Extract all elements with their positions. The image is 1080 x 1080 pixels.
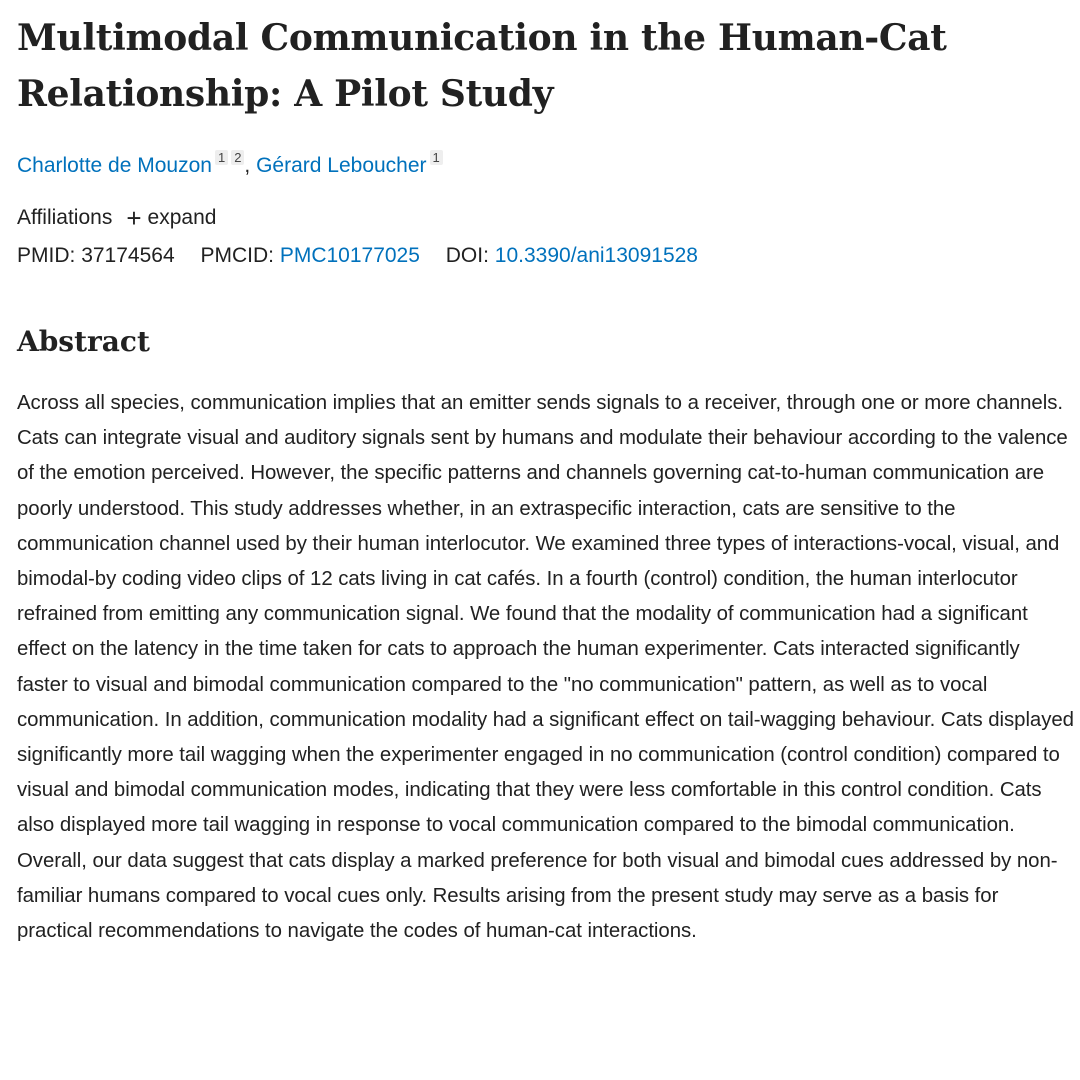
identifiers-row bbox=[17, 242, 1073, 270]
pmcid-group bbox=[200, 244, 425, 267]
author-link-de-mouzon[interactable]: Charlotte de Mouzon bbox=[17, 154, 212, 177]
article-page bbox=[17, 10, 1073, 949]
pmid-value: 37174564 bbox=[81, 244, 175, 267]
affiliation-ref-1[interactable]: 1 bbox=[215, 150, 228, 165]
affiliation-ref-2[interactable]: 2 bbox=[231, 150, 244, 165]
pmid-group bbox=[17, 244, 180, 267]
article-title bbox=[17, 10, 1073, 122]
author-list bbox=[17, 152, 1073, 180]
abstract-text: Across all species, communication implies that an emitter sends signals to a receiver, through one or more channels. Cats can integrate visual and auditory signals sent by humans and modulate their behaviour according to the valence of the emotion perceived. However, the specific patterns and channels governing cat-to-human communication are poorly understood. This study addresses whether, in an extraspecific interaction, cats are sensitive to the communication channel used by their human interlocutor. We examined three types of interactions-vocal, visual, and bimodal-by coding video clips of 12 cats living in cat cafés. In a fourth (control) condition, the human interlocutor refrained from emitting any communication signal. We found that the modality of communication had a significant effect on the latency in the time taken for cats to approach the human experimenter. Cats interacted significantly faster to visual and bimodal communication compared to the "no communication" pattern, as well as to vocal communication. In addition, communication modality had a significant effect on tail-wagging behaviour. Cats displayed significantly more tail wagging when the experimenter engaged in no communication (control condition) compared to visual and bimodal communication modes, indicating that they were less comfortable in this control condition. Cats also displayed more tail wagging in response to vocal communication compared to the bimodal communication. Overall, our data suggest that cats display a marked preference for both visual and bimodal cues addressed by non-familiar humans compared to vocal cues only. Results arising from the present study may serve as a basis for practical recommendations to navigate the codes of human-cat interactions. bbox=[17, 392, 1074, 943]
affiliations-label: Affiliations bbox=[17, 206, 113, 229]
pmcid-link[interactable]: PMC10177025 bbox=[279, 244, 420, 267]
doi-link[interactable]: 10.3390/ani13091528 bbox=[494, 244, 698, 267]
author-link-leboucher[interactable]: Gérard Leboucher bbox=[256, 154, 427, 177]
plus-icon: + bbox=[126, 203, 142, 233]
expand-label: expand bbox=[147, 206, 217, 229]
affiliations-row bbox=[17, 204, 1073, 232]
doi-label: DOI: bbox=[445, 244, 489, 267]
article-title-line2: Relationship: A Pilot Study bbox=[17, 73, 554, 115]
affiliation-ref-1[interactable]: 1 bbox=[430, 150, 443, 165]
pmcid-label: PMCID: bbox=[200, 244, 274, 267]
article-title-line1: Multimodal Communication in the Human-Cat bbox=[17, 17, 947, 59]
doi-group bbox=[446, 244, 698, 267]
affiliations-expand-button[interactable] bbox=[126, 204, 216, 232]
pmid-label: PMID: bbox=[17, 244, 76, 267]
author-separator: , bbox=[244, 154, 257, 177]
abstract-heading: Abstract bbox=[17, 325, 150, 358]
